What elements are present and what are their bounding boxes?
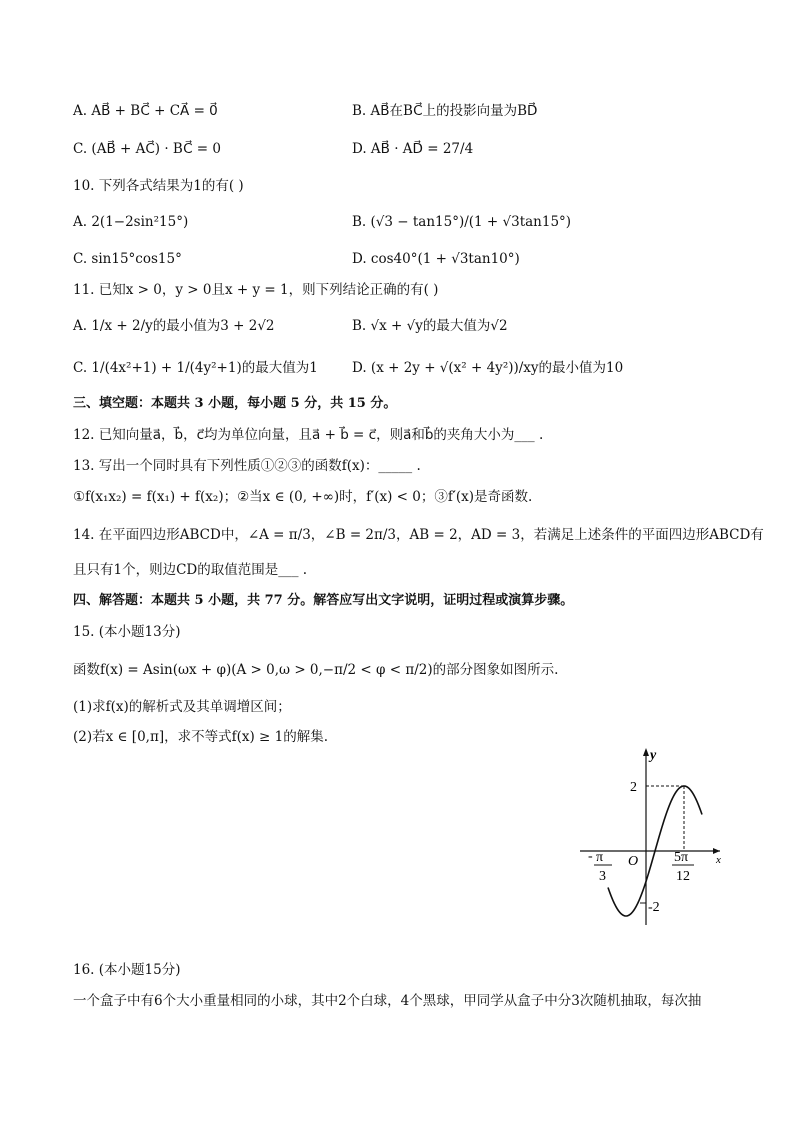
origin-label: O xyxy=(628,854,639,869)
peak-x-denominator: 12 xyxy=(676,869,690,884)
q11-stem: 11. 已知x > 0，y > 0且x + y = 1，则下列结论正确的有( ) xyxy=(73,282,439,298)
q16-stem: 一个盒子中有6个大小重量相同的小球，其中2个白球，4个黑球，甲同学从盒子中分3次随机抽取，每次抽 xyxy=(73,993,702,1009)
section-solution-heading: 四、解答题：本题共 5 小题，共 77 分。解答应写出文字说明，证明过程或演算步骤。 xyxy=(73,593,574,608)
q11-option-b: B. √x + √y的最大值为√2 xyxy=(352,318,508,334)
q12-text: 12. 已知向量a⃗，b⃗，c⃗均为单位向量，且a⃗ + b⃗ = c⃗，则a⃗和b⃗的夹角大小为___ . xyxy=(73,427,544,443)
q15-part1: (1)求f(x)的解析式及其单调增区间； xyxy=(73,699,291,715)
q15-stem: 函数f(x) = Asin(ωx + φ)(A > 0,ω > 0,−π/2 < φ < π/2)的部分图象如图所示. xyxy=(73,662,559,678)
y-axis-arrow-icon xyxy=(643,748,649,756)
section-fill-in-heading: 三、填空题：本题共 3 小题，每小题 5 分，共 15 分。 xyxy=(73,396,397,411)
q9-option-b: B. AB⃗在BC⃗上的投影向量为BD⃗ xyxy=(352,103,538,119)
q10-option-a: A. 2(1−2sin²15°) xyxy=(73,214,189,230)
q16-header: 16. (本小题15分) xyxy=(73,962,181,978)
q13-properties: ①f(x₁x₂) = f(x₁) + f(x₂)；②当x ∈ (0, +∞)时，f′(x) < 0；③f′(x)是奇函数. xyxy=(73,489,533,505)
y-max-label: 2 xyxy=(630,780,637,795)
q9-option-d: D. AB⃗ · AD⃗ = 27/4 xyxy=(352,141,474,157)
q14-line1: 14. 在平面四边形ABCD中，∠A = π/3，∠B = 2π/3，AB = 2，AD = 3，若满足上述条件的平面四边形ABCD有 xyxy=(73,527,764,543)
y-axis-label: y xyxy=(650,748,657,763)
left-zero-sign: - xyxy=(588,849,593,864)
q14-line2: 且只有1个，则边CD的取值范围是___ . xyxy=(73,562,308,578)
q10-option-b: B. (√3 − tan15°)/(1 + √3tan15°) xyxy=(352,214,572,230)
left-zero-numerator: π xyxy=(596,850,604,865)
left-zero-denominator: 3 xyxy=(599,869,606,884)
q11-option-a: A. 1/x + 2/y的最小值为3 + 2√2 xyxy=(73,318,275,334)
q11-option-d: D. (x + 2y + √(x² + 4y²))/xy的最小值为10 xyxy=(352,360,624,376)
q9-option-c: C. (AB⃗ + AC⃗) · BC⃗ = 0 xyxy=(73,141,221,157)
q10-option-c: C. sin15°cos15° xyxy=(73,251,182,267)
q13-stem: 13. 写出一个同时具有下列性质①②③的函数f(x)：_____ . xyxy=(73,458,421,474)
q10-option-d: D. cos40°(1 + √3tan10°) xyxy=(352,251,520,267)
peak-x-numerator: 5π xyxy=(674,850,689,865)
q9-option-a: A. AB⃗ + BC⃗ + CA⃗ = 0⃗ xyxy=(73,103,218,119)
q15-header: 15. (本小题13分) xyxy=(73,624,181,640)
q10-stem: 10. 下列各式结果为1的有( ) xyxy=(73,178,244,194)
x-axis-label: x xyxy=(716,854,721,866)
q15-part2: (2)若x ∈ [0,π]，求不等式f(x) ≥ 1的解集. xyxy=(73,729,329,745)
q11-option-c: C. 1/(4x²+1) + 1/(4y²+1)的最大值为1 xyxy=(73,360,318,376)
y-min-label: -2 xyxy=(648,900,660,915)
sine-graph-figure xyxy=(580,745,730,935)
